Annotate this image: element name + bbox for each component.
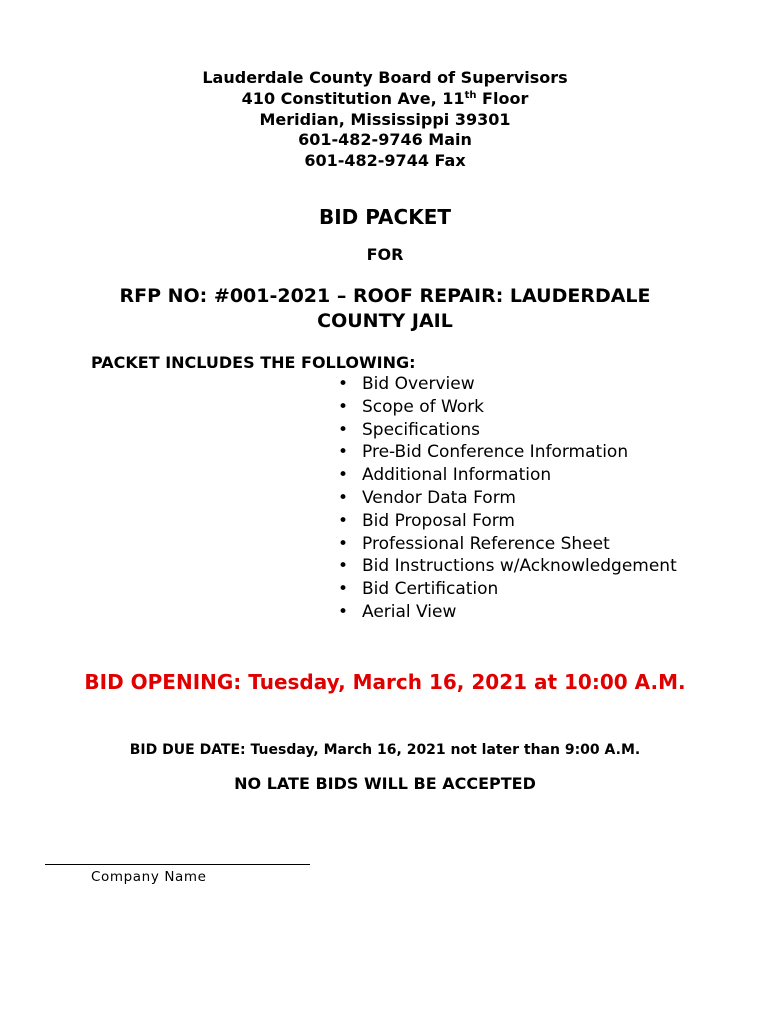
- contents-item-label: Professional Reference Sheet: [362, 533, 610, 554]
- contents-list-item: [336, 533, 677, 556]
- contents-item-label: Additional Information: [362, 465, 552, 486]
- bullet-icon: •: [338, 419, 349, 440]
- bid-due-date: BID DUE DATE: Tuesday, March 16, 2021 not later than 9:00 A.M.: [129, 742, 641, 758]
- contents-item-label: Specifications: [362, 419, 481, 440]
- contents-list-item: [336, 441, 677, 464]
- contents-heading: PACKET INCLUDES THE FOLLOWING:: [91, 353, 416, 372]
- contents-item-label: Pre-Bid Conference Information: [362, 442, 629, 463]
- bullet-icon: •: [338, 533, 349, 554]
- address-line: [0, 89, 770, 110]
- bullet-icon: •: [338, 556, 349, 577]
- contents-list-item: [336, 510, 677, 533]
- contents-list-item: [336, 601, 677, 624]
- city-line: Meridian, Mississippi 39301: [259, 109, 511, 129]
- contents-list-item: [336, 373, 677, 396]
- bullet-icon: •: [338, 396, 349, 417]
- contents-list-item: [336, 464, 677, 487]
- phone-main: 601-482-9746 Main: [298, 130, 472, 150]
- bullet-icon: •: [338, 601, 349, 622]
- contents-item-label: Bid Instructions w/Acknowledgement: [362, 556, 677, 577]
- org-name: Lauderdale County Board of Supervisors: [202, 68, 568, 87]
- contents-item-label: Scope of Work: [362, 396, 485, 417]
- company-name-label: Company Name: [91, 869, 207, 885]
- bid-opening-date: BID OPENING: Tuesday, March 16, 2021 at 10:00 A.M.: [84, 670, 686, 694]
- rfp-title: [0, 284, 770, 334]
- contents-item-label: Bid Proposal Form: [362, 510, 515, 531]
- bullet-icon: •: [338, 442, 349, 463]
- rfp-title-line-2: COUNTY JAIL: [317, 310, 453, 332]
- address-suffix: Floor: [476, 88, 529, 108]
- bullet-icon: •: [338, 579, 349, 600]
- rfp-title-line-1: RFP NO: #001-2021 – ROOF REPAIR: LAUDERDALE: [119, 285, 651, 307]
- letterhead: [0, 68, 770, 172]
- bullet-icon: •: [338, 487, 349, 508]
- bullet-icon: •: [338, 510, 349, 531]
- phone-fax: 601-482-9744 Fax: [304, 151, 466, 171]
- contents-list-item: [336, 555, 677, 578]
- bullet-icon: •: [338, 465, 349, 486]
- no-late-bids-notice: NO LATE BIDS WILL BE ACCEPTED: [234, 774, 536, 793]
- address-prefix: 410 Constitution Ave, 11: [241, 88, 465, 108]
- address-ordinal: th: [464, 89, 477, 101]
- contents-list-item: [336, 419, 677, 442]
- for-label: FOR: [366, 245, 404, 264]
- contents-list-item: [336, 396, 677, 419]
- contents-item-label: Bid Overview: [362, 374, 475, 394]
- contents-item-label: Vendor Data Form: [362, 487, 516, 508]
- contents-list: [336, 373, 677, 624]
- company-signature-line: [45, 864, 310, 865]
- document-title: BID PACKET: [318, 205, 452, 229]
- contents-list-item: [336, 578, 677, 601]
- bullet-icon: •: [338, 374, 349, 394]
- contents-item-label: Bid Certification: [362, 579, 499, 600]
- contents-item-label: Aerial View: [362, 601, 457, 622]
- contents-list-item: [336, 487, 677, 510]
